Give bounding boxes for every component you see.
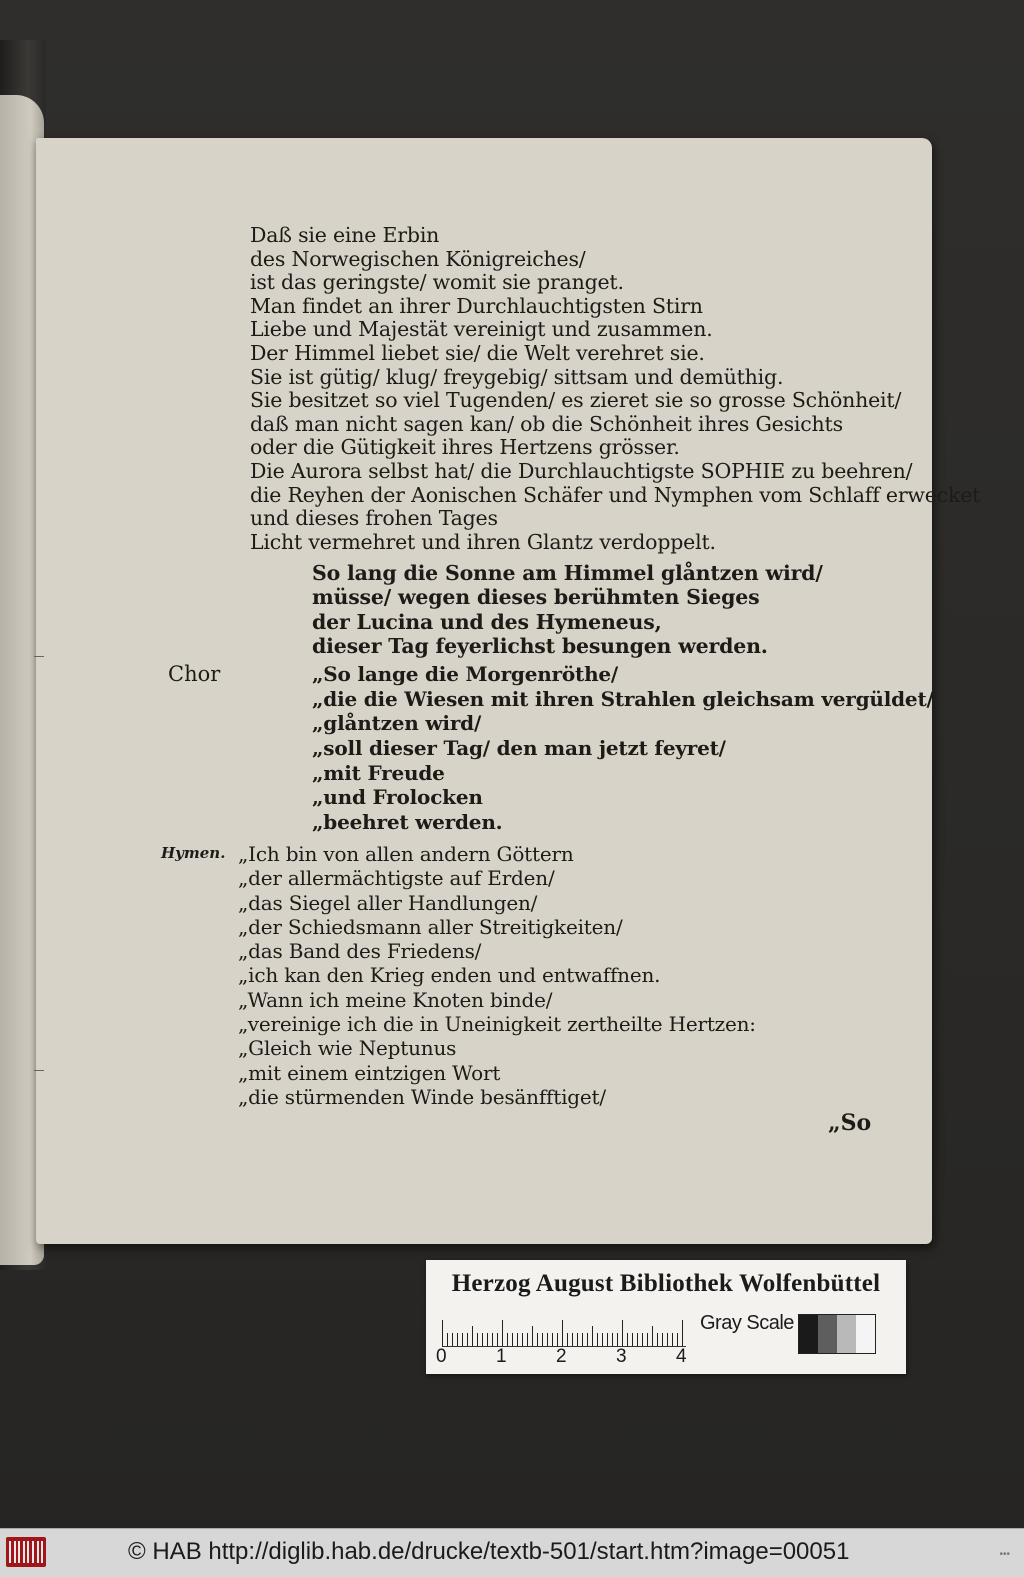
margin-mark — [34, 1070, 44, 1071]
gray-scale-swatches — [798, 1314, 876, 1354]
ruler-tick — [612, 1333, 613, 1346]
ruler-tick — [682, 1320, 683, 1346]
ruler-tick — [517, 1333, 518, 1346]
bold-verse-line: der Lucina und des Hymeneus, — [312, 609, 662, 634]
gray-scale-label: Gray Scale — [700, 1312, 794, 1334]
ruler-tick — [622, 1320, 623, 1346]
ruler-label: 4 — [676, 1346, 687, 1367]
gray-swatch — [818, 1315, 837, 1353]
measurement-ruler — [442, 1308, 692, 1350]
text-line: die Reyhen der Aonischen Schäfer und Nymphen vom Schlaff erwecket — [250, 482, 981, 507]
gray-swatch — [837, 1315, 856, 1353]
ruler-label: 1 — [496, 1346, 507, 1367]
hymen-verse-line: „mit einem eintzigen Wort — [238, 1060, 501, 1085]
ruler-tick — [562, 1320, 563, 1346]
bold-verse-line: So lang die Sonne am Himmel glåntzen wird/ — [312, 561, 823, 585]
ruler-tick — [547, 1333, 548, 1346]
hymen-verse-line: „das Siegel aller Handlungen/ — [238, 890, 538, 915]
ruler-tick — [642, 1333, 643, 1346]
ruler-tick — [457, 1333, 458, 1346]
ruler-tick — [447, 1333, 448, 1346]
bold-verse-line: müsse/ wegen dieses berühmten Sieges — [312, 585, 760, 610]
ruler-tick — [657, 1333, 658, 1346]
speaker-label-chor: Chor — [168, 662, 221, 686]
text-line: Der Himmel liebet sie/ die Welt verehret sie. — [250, 340, 705, 365]
ruler-tick — [462, 1333, 463, 1346]
chor-verse-line: „So lange die Morgenröthe/ — [312, 662, 619, 686]
text-line: des Norwegischen Königreiches/ — [250, 246, 586, 271]
ruler-tick — [677, 1333, 678, 1346]
text-line: Liebe und Majestät vereinigt und zusammen. — [250, 317, 713, 342]
ruler-tick — [652, 1326, 653, 1346]
speaker-label-hymen: Hymen. — [161, 844, 226, 862]
hymen-verse-line: „Gleich wie Neptunus — [238, 1036, 457, 1061]
text-line: oder die Gütigkeit ihres Hertzens grösser. — [250, 435, 680, 460]
ruler-tick — [582, 1333, 583, 1346]
ruler-tick — [522, 1333, 523, 1346]
ruler-tick — [627, 1333, 628, 1346]
chor-verse-line: „soll dieser Tag/ den man jetzt feyret/ — [312, 736, 726, 761]
catchword: „So — [828, 1110, 872, 1136]
hymen-verse-line: „ich kan den Krieg enden und entwaffnen. — [238, 963, 661, 988]
ruler-label: 0 — [436, 1346, 447, 1367]
footer-dots-icon: ••• — [999, 1549, 1010, 1560]
ruler-tick — [442, 1320, 443, 1346]
text-line: und dieses frohen Tages — [250, 506, 498, 531]
gray-swatch — [856, 1315, 875, 1353]
text-line: Daß sie eine Erbin — [250, 223, 440, 247]
footer-url: © HAB http://diglib.hab.de/drucke/textb-501/start.htm?image=00051 — [128, 1538, 850, 1565]
text-line: Die Aurora selbst hat/ die Durchlauchtigste SOPHIE zu beehren/ — [250, 458, 913, 483]
ruler-tick — [467, 1333, 468, 1346]
ruler-tick — [542, 1333, 543, 1346]
chor-verse-line: „die die Wiesen mit ihren Strahlen gleichsam vergüldet/ — [312, 686, 934, 711]
ruler-tick — [487, 1333, 488, 1346]
bold-verse-block — [312, 561, 912, 659]
ruler-tick — [632, 1333, 633, 1346]
ruler-tick — [662, 1333, 663, 1346]
ruler-tick — [617, 1333, 618, 1346]
hymen-verse-line: „der Schiedsmann aller Streitigkeiten/ — [238, 914, 623, 939]
ruler-tick — [482, 1333, 483, 1346]
ruler-tick — [537, 1333, 538, 1346]
ruler-labels — [436, 1346, 696, 1370]
gray-swatch — [799, 1315, 818, 1353]
text-line: ist das geringste/ womit sie pranget. — [250, 270, 624, 295]
ruler-tick — [597, 1333, 598, 1346]
color-reference-card — [426, 1260, 906, 1374]
ruler-tick — [647, 1333, 648, 1346]
main-text-block — [250, 223, 981, 554]
ruler-tick — [532, 1326, 533, 1346]
chor-verse-line: „mit Freude — [312, 760, 445, 785]
hymen-verse-block — [238, 842, 878, 1109]
chor-verse-line: „und Frolocken — [312, 785, 483, 810]
hymen-verse-line: „vereinige ich die in Uneinigkeit zertheilte Hertzen: — [238, 1012, 756, 1037]
ruler-tick — [452, 1333, 453, 1346]
ruler-tick — [607, 1333, 608, 1346]
hymen-verse-line: „das Band des Friedens/ — [238, 939, 482, 964]
book-page — [36, 138, 981, 1244]
ruler-tick — [602, 1333, 603, 1346]
ruler-tick — [592, 1326, 593, 1346]
ruler-tick — [577, 1333, 578, 1346]
ruler-tick — [492, 1333, 493, 1346]
library-title: Herzog August Bibliothek Wolfenbüttel — [451, 1270, 881, 1297]
bold-verse-line: dieser Tag feyerlichst besungen werden. — [312, 634, 768, 659]
hymen-verse-line: „der allermächtigste auf Erden/ — [238, 866, 555, 891]
ruler-tick — [472, 1326, 473, 1346]
ruler-tick — [567, 1333, 568, 1346]
footer-bar — [0, 1528, 1024, 1577]
text-line: Licht vermehret und ihren Glantz verdoppelt. — [250, 529, 716, 554]
hymen-verse-line: „Wann ich meine Knoten binde/ — [238, 987, 553, 1012]
chor-verse-line: „glåntzen wird/ — [312, 711, 482, 736]
ruler-tick — [552, 1333, 553, 1346]
text-line: Man findet an ihrer Durchlauchtigsten Stirn — [250, 293, 703, 318]
text-line: daß man nicht sagen kan/ ob die Schönheit ihres Gesichts — [250, 411, 843, 436]
ruler-tick — [497, 1333, 498, 1346]
ruler-tick — [637, 1333, 638, 1346]
ruler-tick — [557, 1333, 558, 1346]
ruler-tick — [512, 1333, 513, 1346]
ruler-tick — [477, 1333, 478, 1346]
ruler-tick — [587, 1333, 588, 1346]
chor-verse-line: „beehret werden. — [312, 810, 503, 835]
hymen-verse-line: „die stürmenden Winde besänfftiget/ — [238, 1084, 606, 1109]
text-line: Sie besitzet so viel Tugenden/ es zieret sie so grosse Schönheit/ — [250, 388, 902, 413]
ruler-tick — [507, 1333, 508, 1346]
ruler-tick — [527, 1333, 528, 1346]
text-line: Sie ist gütig/ klug/ freygebig/ sittsam und demüthig. — [250, 364, 784, 389]
chor-verse-block — [312, 662, 934, 835]
margin-mark — [34, 656, 44, 657]
ruler-label: 2 — [556, 1346, 567, 1367]
ruler-tick — [572, 1333, 573, 1346]
ruler-tick — [502, 1320, 503, 1346]
ruler-tick — [667, 1333, 668, 1346]
ruler-tick — [672, 1333, 673, 1346]
ruler-label: 3 — [616, 1346, 627, 1367]
hymen-verse-line: „Ich bin von allen andern Göttern — [238, 842, 574, 866]
hab-logo-icon — [6, 1537, 46, 1567]
